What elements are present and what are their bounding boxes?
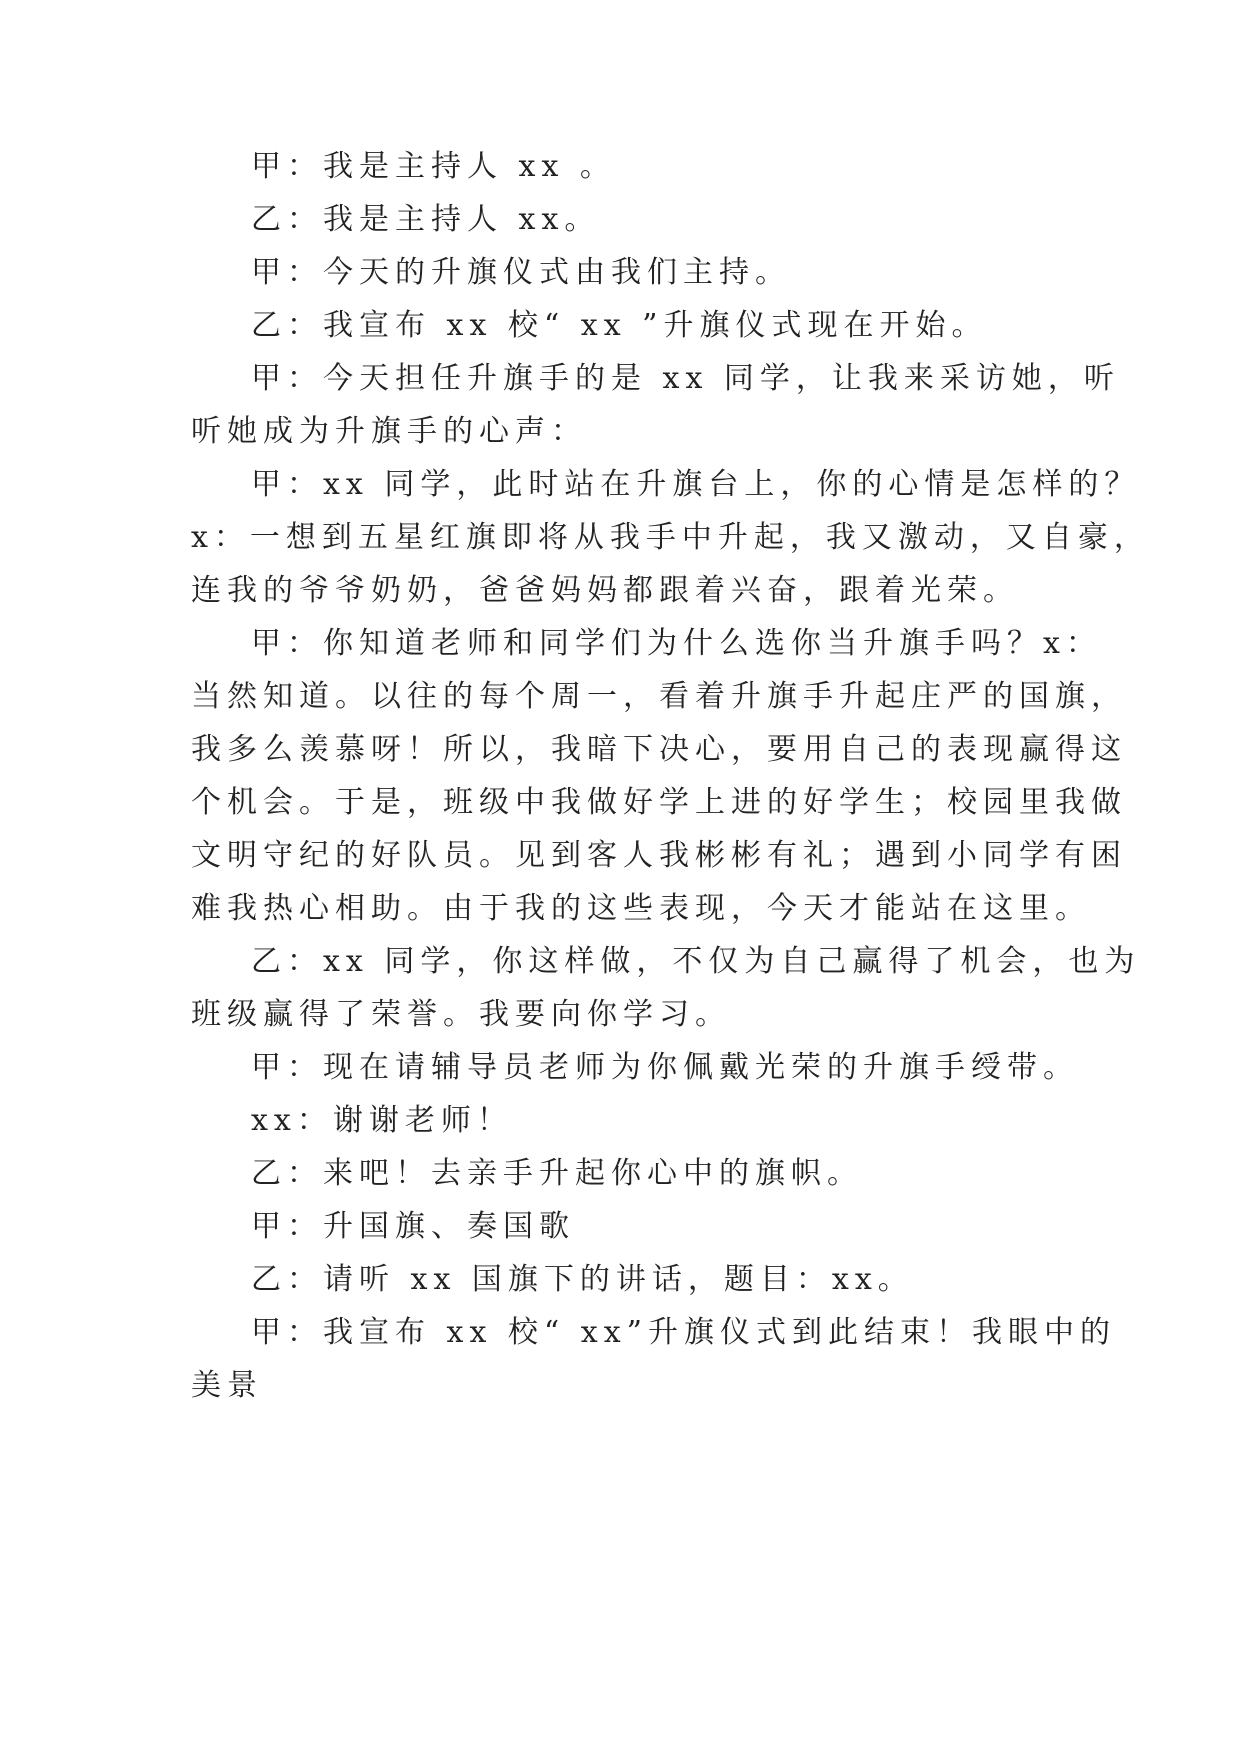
- dialogue-line: 甲：我是主持人 xx 。: [251, 149, 616, 184]
- dialogue-line: 甲：xx 同学，此时站在升旗台上，你的心情是怎样的？: [251, 467, 1141, 502]
- dialogue-line: 难我热心相助。由于我的这些表现，今天才能站在这里。: [191, 891, 1091, 926]
- dialogue-line: 甲：升国旗、奏国歌: [251, 1209, 575, 1244]
- dialogue-line: 甲：我宣布 xx 校“ xx”升旗仪式到此结束！我眼中的: [251, 1315, 1116, 1350]
- dialogue-line: xx：谢谢老师！: [251, 1103, 513, 1138]
- dialogue-line: 文明守纪的好队员。见到客人我彬彬有礼；遇到小同学有困: [191, 838, 1127, 873]
- dialogue-line: 美景: [191, 1368, 263, 1403]
- dialogue-line: x：一想到五星红旗即将从我手中升起，我又激动，又自豪，: [191, 520, 1150, 555]
- dialogue-line: 乙：我宣布 xx 校“ xx ”升旗仪式现在开始。: [251, 308, 988, 343]
- dialogue-line: 乙：请听 xx 国旗下的讲话，题目：xx。: [251, 1262, 914, 1297]
- dialogue-line: 乙：来吧！去亲手升起你心中的旗帜。: [251, 1156, 863, 1191]
- dialogue-line: 乙：我是主持人 xx。: [251, 202, 601, 237]
- dialogue-line: 甲：现在请辅导员老师为你佩戴光荣的升旗手绶带。: [251, 1050, 1079, 1085]
- dialogue-line: 班级赢得了荣誉。我要向你学习。: [191, 997, 731, 1032]
- dialogue-line: 个机会。于是，班级中我做好学上进的好学生；校园里我做: [191, 785, 1127, 820]
- dialogue-line: 甲：今天的升旗仪式由我们主持。: [251, 255, 791, 290]
- dialogue-line: 听她成为升旗手的心声：: [191, 414, 587, 449]
- dialogue-line: 当然知道。以往的每个周一，看着升旗手升起庄严的国旗，: [191, 679, 1127, 714]
- dialogue-line: 甲：今天担任升旗手的是 xx 同学，让我来采访她，听: [251, 361, 1120, 396]
- dialogue-line: 乙：xx 同学，你这样做，不仅为自己赢得了机会，也为: [251, 944, 1141, 979]
- dialogue-line: 我多么羡慕呀！所以，我暗下决心，要用自己的表现赢得这: [191, 732, 1127, 767]
- dialogue-line: 甲：你知道老师和同学们为什么选你当升旗手吗？x：: [251, 626, 1102, 661]
- dialogue-line: 连我的爷爷奶奶，爸爸妈妈都跟着兴奋，跟着光荣。: [191, 573, 1019, 608]
